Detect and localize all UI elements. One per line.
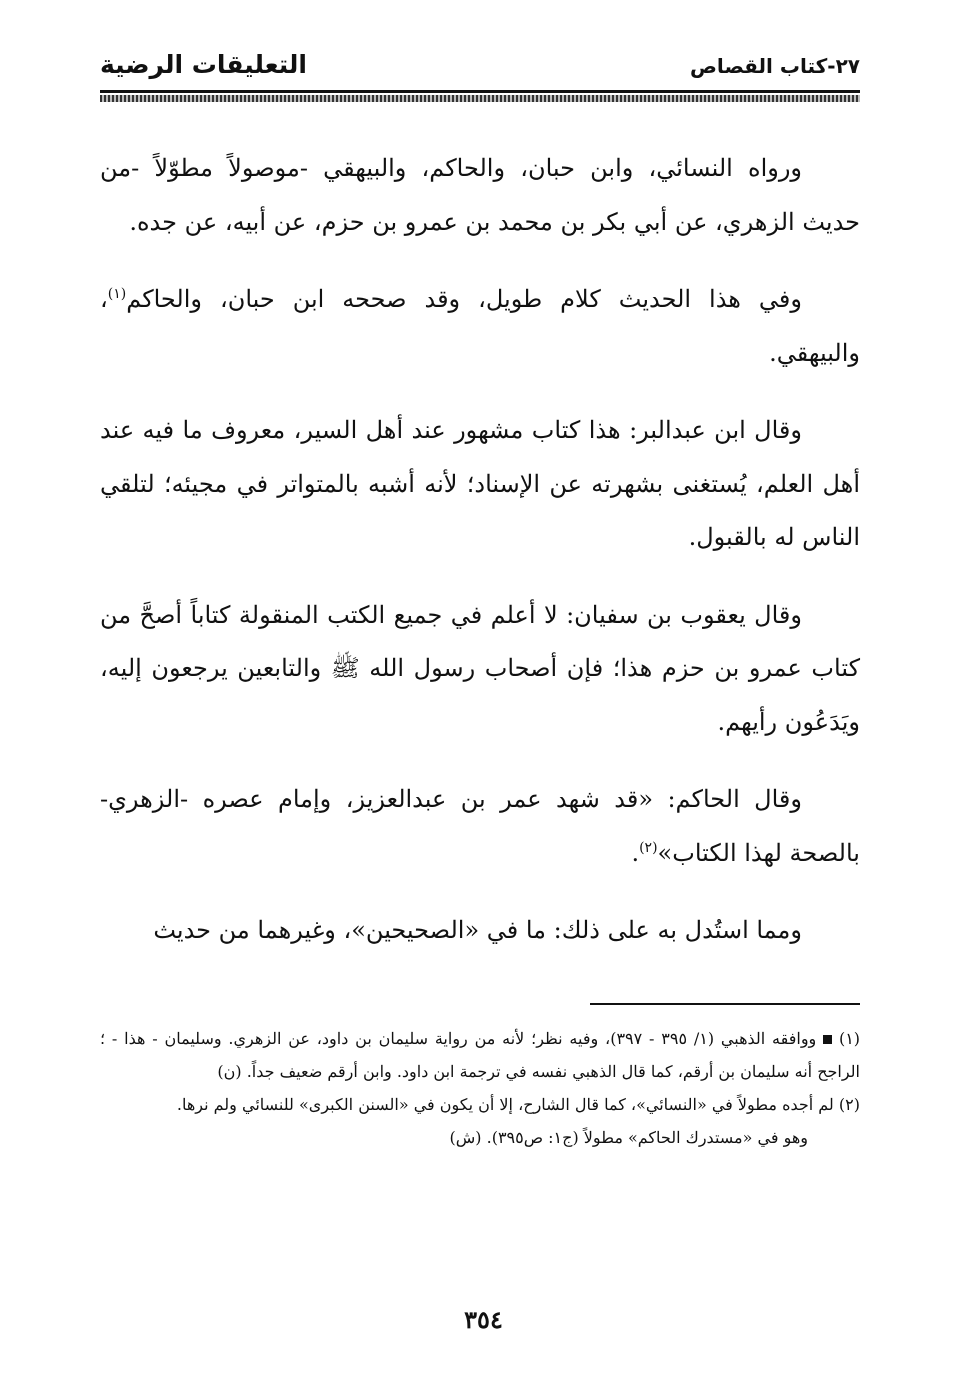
footnote	[100, 1022, 860, 1088]
paragraph-text: ، والبيهقي.	[100, 285, 860, 367]
paragraph: ومما استُدل به على ذلك: ما في «الصحيحين»، وغيرهما من حديث	[153, 916, 802, 944]
chapter-title: ٢٧-كتاب القصاص	[690, 54, 860, 78]
paragraph: ورواه النسائي، وابن حبان، والحاكم، والبيهقي -موصولاً مطوّلاً -من حديث الزهري، عن أبي بكر بن محمد بن عمرو بن حزم، عن أبيه، عن جده.	[100, 154, 860, 236]
paragraph: وقال ابن عبدالبر: هذا كتاب مشهور عند أهل السير، معروف ما فيه عند أهل العلم، يُستغنى بشهرته عن الإسناد؛ لأنه أشبه بالمتواتر في مجيئه؛ لتلقي الناس له بالقبول.	[100, 416, 860, 551]
footnote-continuation: وهو في «مستدرك الحاكم» مطولاً (ج١: ص٣٩٥). (ش)	[449, 1128, 808, 1147]
page-number: ٣٥٤	[464, 1305, 503, 1334]
paragraph-text: وقال الحاكم: «قد شهد عمر بن عبدالعزيز، وإمام عصره -الزهري- بالصحة لهذا الكتاب»	[100, 785, 860, 867]
paragraph-text: .	[631, 838, 640, 867]
header-rule-pattern	[100, 95, 860, 102]
footnote-ref: (٢)	[639, 839, 658, 856]
footnote-number: (٢)	[838, 1095, 860, 1114]
running-header	[100, 50, 860, 90]
header-rule	[100, 90, 860, 93]
footnote-number: (١)	[838, 1029, 861, 1048]
footnote	[100, 1088, 860, 1121]
footnote-ref: (١)	[107, 286, 127, 302]
footnotes	[100, 1022, 860, 1154]
footnote-text: لم أجده مطولاً في «النسائي»، كما قال الشارح، إلا أن يكون في «السنن الكبرى» للنسائي ولم نرها.	[176, 1095, 834, 1114]
paragraph	[100, 773, 860, 880]
main-text	[100, 142, 860, 982]
paragraph	[100, 273, 860, 380]
square-marker-icon	[823, 1035, 832, 1044]
paragraph-text: وفي هذا الحديث كلام طويل، وقد صححه ابن حبان، والحاكم	[126, 285, 802, 313]
footnote-text: ووافقه الذهبي (١/ ٣٩٥ - ٣٩٧)، وفيه نظر؛ لأنه من رواية سليمان بن داود، عن الزهري. وسليمان - هذا - ؛ الراجح أنه سليمان بن أرقم، كما قال الذهبي نفسه في ترجمة ابن داود. وابن أرقم ضعيف جداً. (ن)	[100, 1029, 860, 1081]
paragraph: وقال يعقوب بن سفيان: لا أعلم في جميع الكتب المنقولة كتاباً أصحَّ من كتاب عمرو بن حزم هذا؛ فإن أصحاب رسول الله ﷺ والتابعين يرجعون إليه، ويَدَعُون رأيهم.	[100, 600, 860, 736]
book-title: التعليقات الرضية	[100, 50, 307, 79]
footnote-separator	[590, 1003, 860, 1005]
